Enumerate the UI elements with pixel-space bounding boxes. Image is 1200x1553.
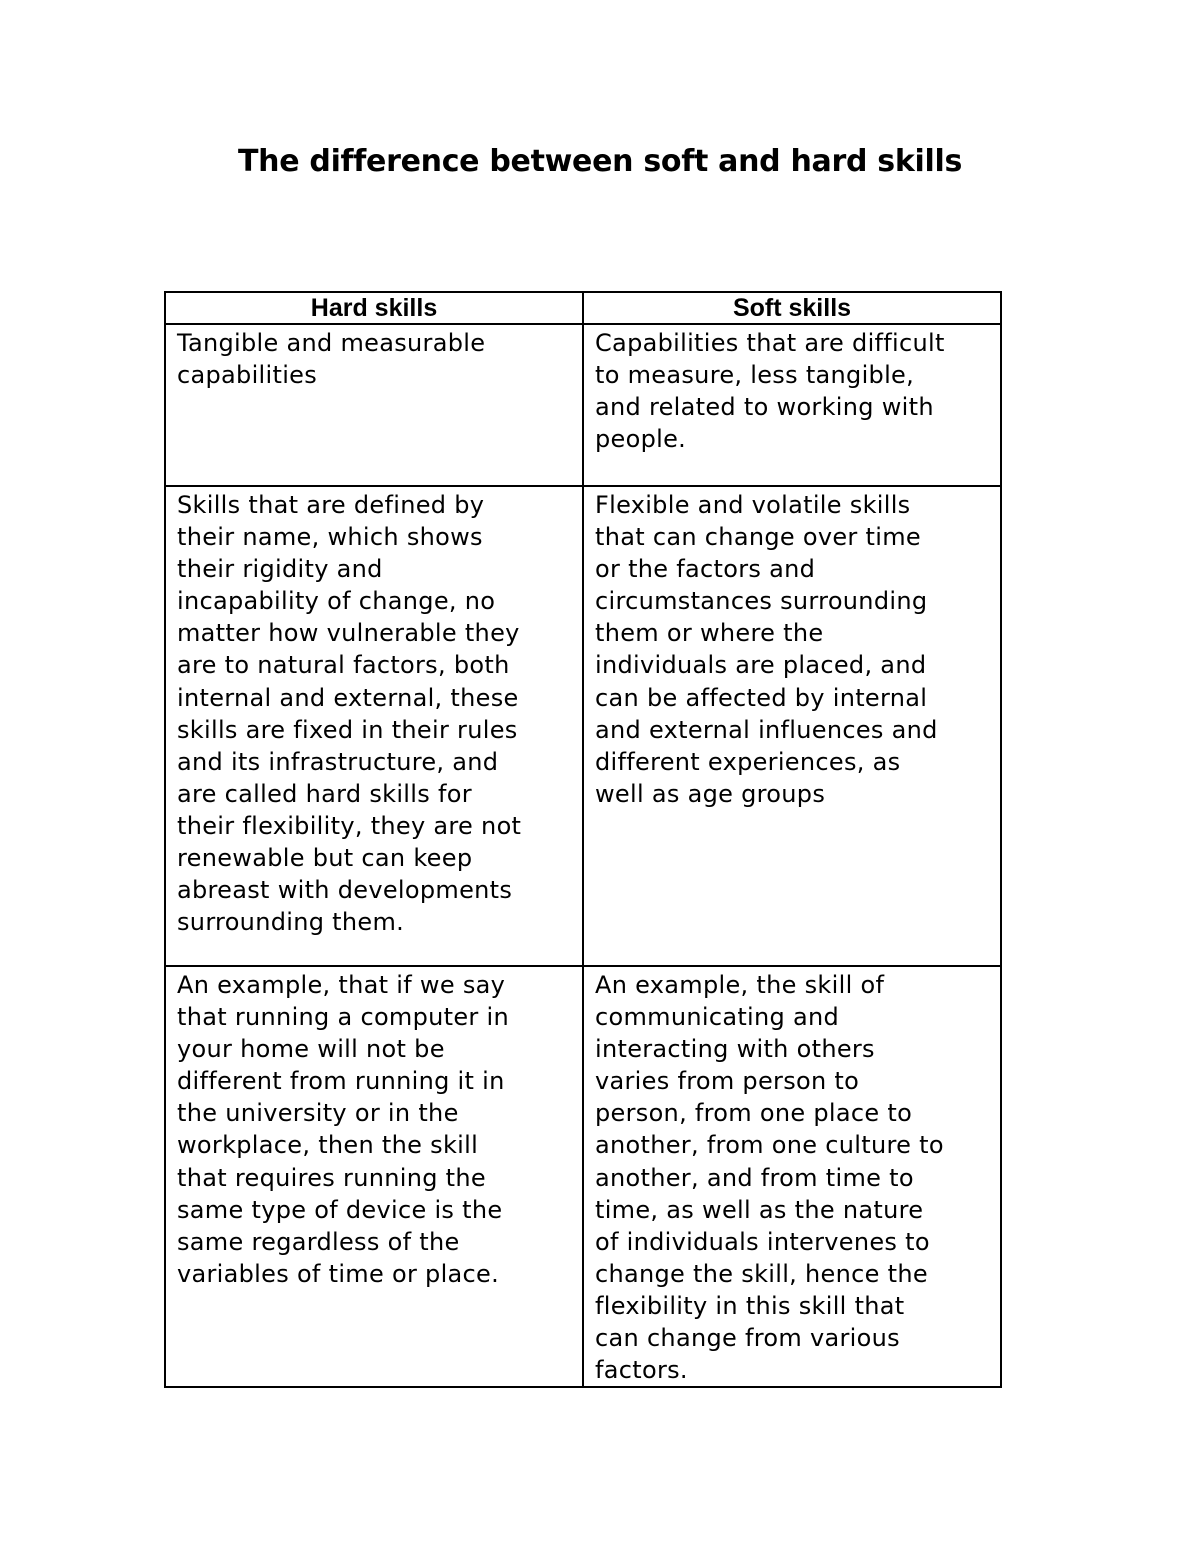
- hard-skills-cell: [165, 966, 583, 1387]
- hard-skills-cell: [165, 486, 583, 966]
- cell-text: An example, that if we say that running a computer in your home will not be different from running it in the university or in the workplace, then the skill that requires running the same type of device is the same regardless of the variables of time or place.: [177, 971, 509, 1288]
- header-soft-skills: Soft skills: [583, 292, 1001, 324]
- header-hard-skills: Hard skills: [165, 292, 583, 324]
- cell-text: Tangible and measurable capabilities: [177, 329, 486, 390]
- table-row: [165, 486, 1001, 966]
- table-header-row: [165, 292, 1001, 324]
- soft-skills-cell: [583, 486, 1001, 966]
- skills-comparison-table: [164, 291, 1002, 1388]
- cell-text: Capabilities that are difficult to measure, less tangible, and related to working with people.: [595, 329, 945, 454]
- soft-skills-cell: [583, 324, 1001, 486]
- table-row: [165, 966, 1001, 1387]
- table-row: [165, 324, 1001, 486]
- page-title: The difference between soft and hard skills: [237, 144, 963, 179]
- cell-text: An example, the skill of communicating and interacting with others varies from person to person, from one place to another, from one culture to another, and from time to time, as well as the nature of individuals intervenes to change the skill, hence the flexibility in this skill that can change from various factors.: [595, 971, 944, 1385]
- cell-text: Flexible and volatile skills that can change over time or the factors and circumstances surrounding them or where the individuals are placed, and can be affected by internal and external influences and different experiences, as well as age groups: [595, 491, 938, 808]
- soft-skills-cell: [583, 966, 1001, 1387]
- hard-skills-cell: [165, 324, 583, 486]
- cell-text: Skills that are defined by their name, which shows their rigidity and incapability of change, no matter how vulnerable they are to natural factors, both internal and external, these skills are fixed in their rules and its infrastructure, and are called hard skills for their flexibility, they are not renewable but can keep abreast with developments surrounding them.: [177, 491, 522, 937]
